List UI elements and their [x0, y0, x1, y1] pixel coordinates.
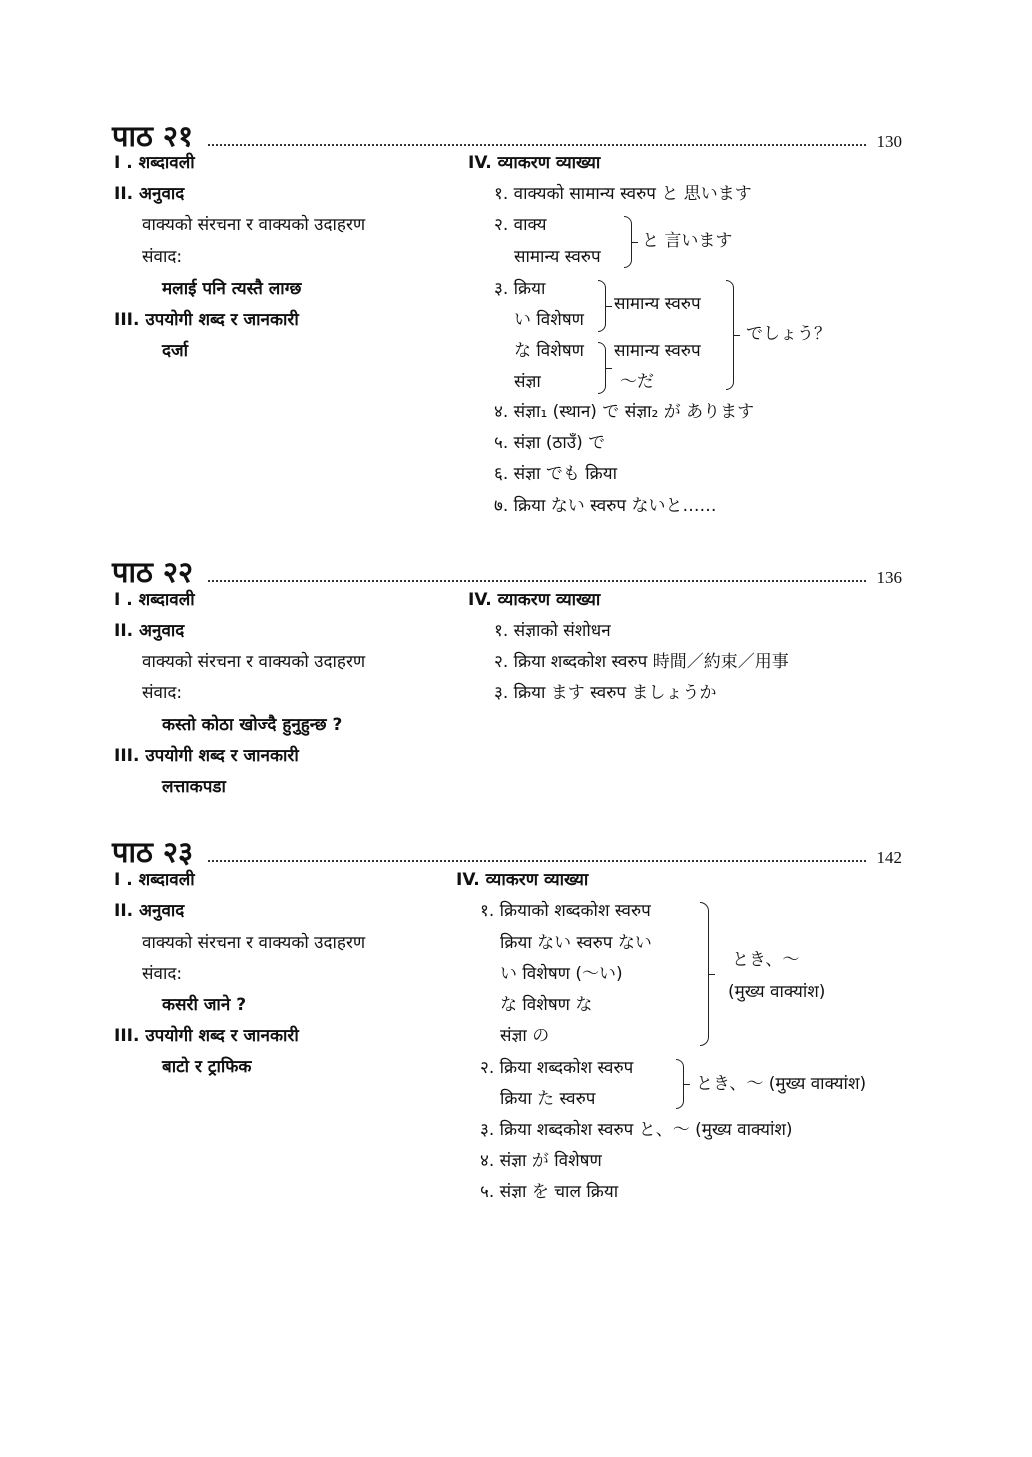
- useful-topic: दर्जा: [162, 341, 189, 361]
- section-vocab: I . शब्दावली: [114, 590, 195, 610]
- grammar-item-3: ३. क्रिया शब्दकोश स्वरुप と、～ (मुख्य वाक्यांश): [480, 1120, 793, 1140]
- grammar-item-1d: な विशेषण な: [500, 995, 593, 1015]
- dialogue-title: कसरी जाने ?: [162, 995, 247, 1015]
- grammar-item-5: ५. संज्ञा (ठाउँ) で: [494, 433, 606, 453]
- lesson-heading: [112, 828, 902, 868]
- brace: [598, 280, 606, 332]
- grammar-item-1: १. संज्ञाको संशोधन: [494, 621, 611, 641]
- lesson-heading: [112, 548, 902, 588]
- section-useful: III. उपयोगी शब्द र जानकारी: [114, 746, 299, 766]
- grammar-item-2-result: とき、～ (मुख्य वाक्यांश): [696, 1074, 867, 1094]
- grammar-item-3c: な विशेषण: [514, 341, 584, 361]
- section-useful: III. उपयोगी शब्द र जानकारी: [114, 310, 299, 330]
- lesson-title: पाठ २३: [112, 835, 194, 869]
- grammar-item-2b: क्रिया た स्वरुप: [500, 1089, 596, 1109]
- page-number: 142: [876, 848, 902, 867]
- section-translation: II. अनुवाद: [114, 621, 185, 641]
- grammar-item-3-result: でしょう？: [746, 324, 831, 344]
- grammar-item-7: ७. क्रिया ない स्वरुप ないと……: [494, 496, 717, 516]
- dialogue-label: संवाद:: [142, 964, 183, 984]
- brace: [726, 280, 734, 390]
- lesson-title: पाठ २१: [112, 119, 194, 153]
- grammar-item-3: ३. क्रिया ます स्वरुप ましょうか: [494, 683, 717, 703]
- dialogue-label: संवाद:: [142, 247, 183, 267]
- section-translation: II. अनुवाद: [114, 901, 185, 921]
- lesson-title: पाठ २२: [112, 555, 194, 589]
- lesson-22: [112, 548, 902, 588]
- page-number: 130: [876, 132, 902, 151]
- grammar-item-1: १. वाक्यको सामान्य स्वरुप と 思います: [494, 184, 752, 204]
- dot-leader: [208, 144, 866, 146]
- section-translation: II. अनुवाद: [114, 184, 185, 204]
- section-vocab: I . शब्दावली: [114, 870, 195, 890]
- grammar-item-6: ६. संज्ञा でも क्रिया: [494, 464, 617, 484]
- brace: [700, 902, 709, 1046]
- brace: [676, 1059, 684, 1109]
- useful-topic: बाटो र ट्राफिक: [162, 1057, 252, 1077]
- grammar-item-1-result: とき、～: [732, 950, 800, 970]
- grammar-item-3a: ३. क्रिया: [494, 279, 546, 299]
- dialogue-label: संवाद:: [142, 683, 183, 703]
- grammar-item-3b: い विशेषण: [514, 310, 584, 330]
- grammar-item-2b: सामान्य स्वरुप: [514, 247, 601, 267]
- grammar-item-3-form1: सामान्य स्वरुप: [614, 294, 701, 314]
- grammar-item-5: ५. संज्ञा を चाल क्रिया: [480, 1182, 619, 1202]
- grammar-item-1b: क्रिया ない स्वरुप ない: [500, 933, 652, 953]
- section-grammar: IV. व्याकरण व्याख्या: [456, 870, 589, 890]
- grammar-item-1-note: (मुख्य वाक्यांश): [728, 982, 826, 1002]
- dot-leader: [208, 860, 866, 862]
- lesson-23: [112, 828, 902, 868]
- section-useful: III. उपयोगी शब्द र जानकारी: [114, 1026, 299, 1046]
- sentence-structure: वाक्यको संरचना र वाक्यको उदाहरण: [142, 215, 366, 235]
- grammar-item-1c: い विशेषण (～い): [500, 964, 623, 984]
- brace: [624, 216, 632, 268]
- page-number: 136: [876, 568, 902, 587]
- section-grammar: IV. व्याकरण व्याख्या: [468, 153, 601, 173]
- grammar-item-4: ४. संज्ञा が विशेषण: [480, 1151, 602, 1171]
- grammar-item-1e: संज्ञा の: [500, 1026, 550, 1046]
- grammar-item-3d: संज्ञा: [514, 372, 541, 392]
- useful-topic: लत्ताकपडा: [162, 777, 226, 797]
- grammar-item-4: ४. संज्ञा₁ (स्थान) で संज्ञा₂ が あります: [494, 402, 755, 422]
- grammar-item-2a: २. वाक्य: [494, 215, 547, 235]
- sentence-structure: वाक्यको संरचना र वाक्यको उदाहरण: [142, 933, 366, 953]
- dialogue-title: मलाई पनि त्यस्तै लाग्छ: [162, 279, 302, 299]
- lesson-21: [112, 112, 902, 152]
- grammar-item-3-da: ～だ: [620, 372, 654, 392]
- grammar-item-3-form2: सामान्य स्वरुप: [614, 341, 701, 361]
- grammar-item-2a: २. क्रिया शब्दकोश स्वरुप: [480, 1058, 634, 1078]
- grammar-item-1a: १. क्रियाको शब्दकोश स्वरुप: [480, 901, 651, 921]
- brace: [598, 342, 606, 394]
- grammar-item-2-result: と 言います: [642, 231, 733, 251]
- section-vocab: I . शब्दावली: [114, 153, 195, 173]
- section-grammar: IV. व्याकरण व्याख्या: [468, 590, 601, 610]
- lesson-heading: [112, 112, 902, 152]
- grammar-item-2: २. क्रिया शब्दकोश स्वरुप 時間／約束／用事: [494, 652, 789, 672]
- dot-leader: [208, 580, 866, 582]
- sentence-structure: वाक्यको संरचना र वाक्यको उदाहरण: [142, 652, 366, 672]
- dialogue-title: कस्तो कोठा खोज्दै हुनुहुन्छ ?: [162, 715, 343, 735]
